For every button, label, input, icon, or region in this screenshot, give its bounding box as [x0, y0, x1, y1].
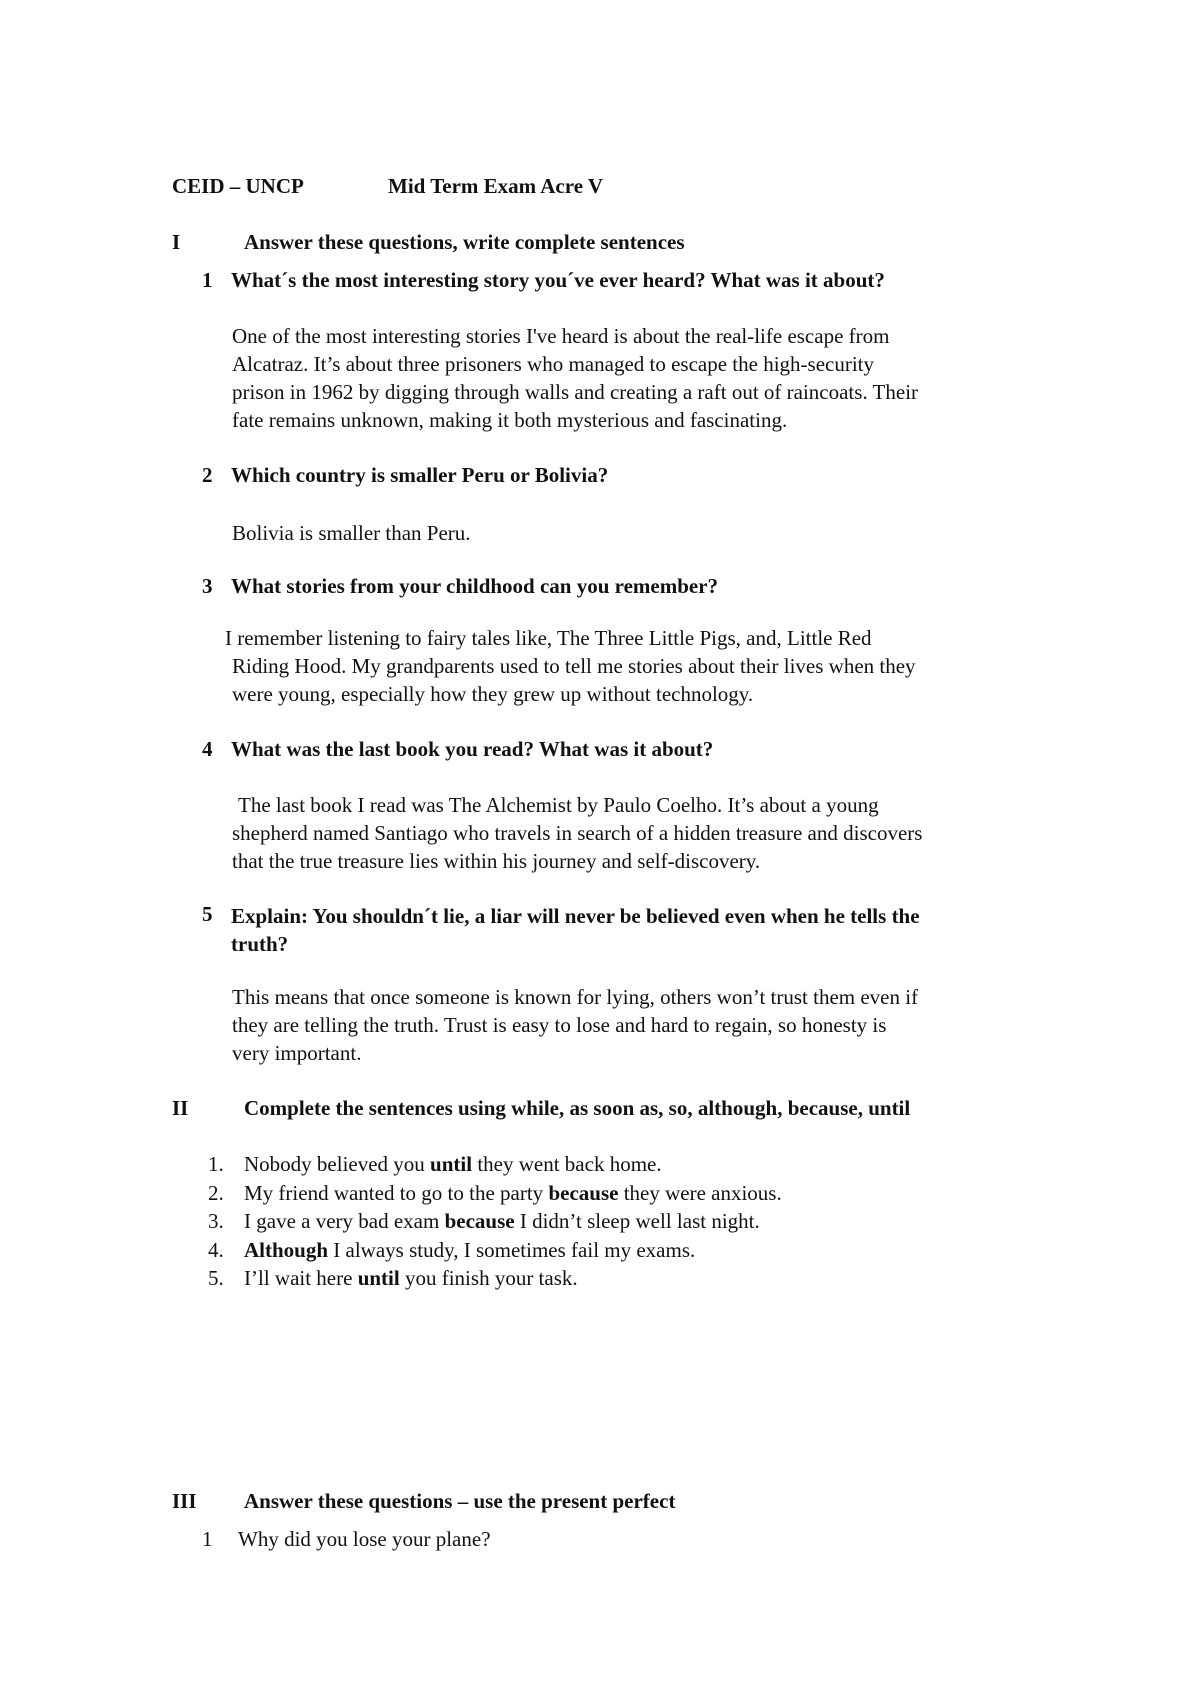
question-5-number: 5 [202, 902, 213, 926]
completion-list [208, 1150, 782, 1293]
question-1-number: 1 [202, 268, 213, 292]
list-item: 1. Nobody believed you until they went back home. [208, 1152, 662, 1176]
answer-line: Bolivia is smaller than Peru. [232, 521, 471, 545]
header-title: Mid Term Exam Acre V [388, 174, 604, 198]
section-1-numeral: I [172, 230, 181, 254]
answer-line: shepherd named Santiago who travels in search of a hidden treasure and discovers [232, 821, 923, 845]
answer-line: I remember listening to fairy tales like, The Three Little Pigs, and, Little Red [225, 626, 872, 650]
list-item: 3. I gave a very bad exam because I didn’t sleep well last night. [208, 1209, 760, 1233]
section-1-heading: Answer these questions, write complete sentences [244, 230, 685, 254]
answer-2 [232, 519, 1052, 547]
section-3-question-1-text: Why did you lose your plane? [238, 1527, 491, 1551]
answer-line: that the true treasure lies within his journey and self-discovery. [232, 849, 761, 873]
header-org: CEID – UNCP [172, 174, 304, 198]
question-1-text: What´s the most interesting story you´ve ever heard? What was it about? [231, 268, 885, 292]
answer-line: very important. [232, 1041, 362, 1065]
section-2-numeral: II [172, 1096, 189, 1120]
answer-line: they are telling the truth. Trust is easy to lose and hard to regain, so honesty is [232, 1013, 887, 1037]
section-3-numeral: III [172, 1489, 197, 1513]
answer-line: Alcatraz. It’s about three prisoners who managed to escape the high-security [232, 352, 875, 376]
question-3-text: What stories from your childhood can you remember? [231, 574, 719, 598]
answer-line: Riding Hood. My grandparents used to tell me stories about their lives when they [232, 654, 916, 678]
answer-line: fate remains unknown, making it both mysterious and fascinating. [232, 408, 788, 432]
list-item: 4. Although I always study, I sometimes fail my exams. [208, 1237, 696, 1262]
question-4-number: 4 [202, 737, 213, 761]
question-line: truth? [231, 932, 289, 956]
section-3-question-1-number: 1 [202, 1527, 213, 1551]
section-3-heading: Answer these questions – use the present perfect [244, 1489, 676, 1513]
answer-3 [225, 624, 1045, 708]
section-2-heading: Complete the sentences using while, as soon as, so, although, because, until [244, 1096, 911, 1120]
answer-1 [232, 322, 1052, 434]
answer-line: The last book I read was The Alchemist by Paulo Coelho. It’s about a young [238, 793, 879, 817]
list-item: 2. My friend wanted to go to the party because they were anxious. [208, 1180, 782, 1205]
answer-line: This means that once someone is known for lying, others won’t trust them even if [232, 985, 919, 1009]
answer-line: One of the most interesting stories I've heard is about the real-life escape from [232, 324, 890, 348]
answer-line: were young, especially how they grew up without technology. [232, 682, 754, 706]
answer-line: prison in 1962 by digging through walls and creating a raft out of raincoats. Their [232, 380, 919, 404]
question-line: Explain: You shouldn´t lie, a liar will never be believed even when he tells the [231, 904, 920, 928]
question-3-number: 3 [202, 574, 213, 598]
question-2-text: Which country is smaller Peru or Bolivia? [231, 463, 609, 487]
answer-4 [232, 791, 1062, 875]
question-5-text [231, 902, 920, 958]
question-4-text: What was the last book you read? What was it about? [231, 737, 714, 761]
question-2-number: 2 [202, 463, 213, 487]
answer-5 [232, 983, 1062, 1067]
list-item: 5. I’ll wait here until you finish your task. [208, 1266, 578, 1290]
